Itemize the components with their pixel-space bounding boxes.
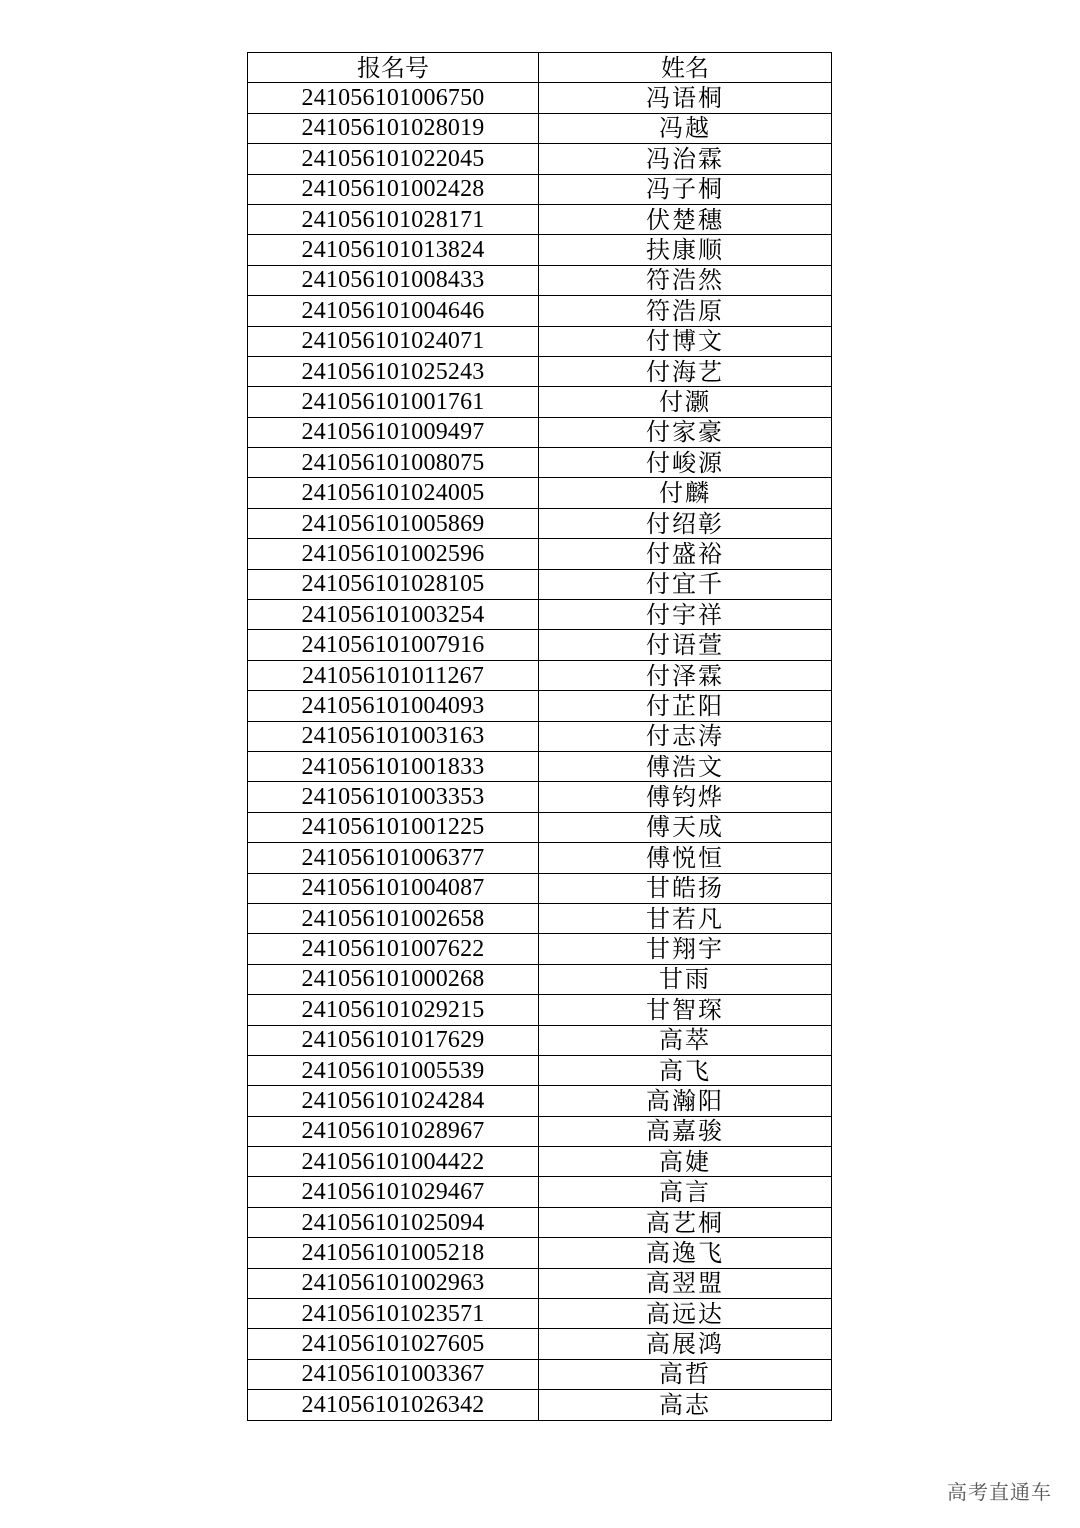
table-row — [248, 812, 832, 842]
registration-number-cell: 241056101001225 — [248, 812, 539, 842]
registration-number-cell: 241056101028171 — [248, 204, 539, 234]
registration-number-cell: 241056101022045 — [248, 144, 539, 174]
table-row — [248, 873, 832, 903]
table-row — [248, 903, 832, 933]
name-cell: 高婕 — [539, 1147, 832, 1177]
table-row — [248, 1238, 832, 1268]
registration-number-cell: 241056101024284 — [248, 1086, 539, 1116]
table-row — [248, 782, 832, 812]
registration-number-cell: 241056101024005 — [248, 478, 539, 508]
roster-table — [247, 52, 832, 1421]
name-cell: 高哲 — [539, 1359, 832, 1389]
name-cell: 高展鸿 — [539, 1329, 832, 1359]
table-row — [248, 356, 832, 386]
name-cell: 付宜千 — [539, 569, 832, 599]
name-cell: 傅悦恒 — [539, 843, 832, 873]
table-row — [248, 539, 832, 569]
registration-number-cell: 241056101029467 — [248, 1177, 539, 1207]
registration-number-cell: 241056101006377 — [248, 843, 539, 873]
table-row — [248, 1086, 832, 1116]
name-cell: 甘若凡 — [539, 903, 832, 933]
table-row — [248, 1207, 832, 1237]
name-cell: 付芷阳 — [539, 691, 832, 721]
table-row — [248, 265, 832, 295]
table-row — [248, 691, 832, 721]
watermark-text: 高考直通车 — [947, 1480, 1052, 1504]
table-row — [248, 204, 832, 234]
name-cell: 符浩然 — [539, 265, 832, 295]
name-cell: 甘皓扬 — [539, 873, 832, 903]
registration-number-cell: 241056101003367 — [248, 1359, 539, 1389]
table-row — [248, 964, 832, 994]
name-cell: 付海艺 — [539, 356, 832, 386]
registration-number-cell: 241056101024071 — [248, 326, 539, 356]
name-cell: 高嘉骏 — [539, 1116, 832, 1146]
table-row — [248, 1359, 832, 1389]
registration-number-cell: 241056101002963 — [248, 1268, 539, 1298]
header-name: 姓名 — [539, 53, 832, 83]
registration-number-cell: 241056101027605 — [248, 1329, 539, 1359]
registration-number-cell: 241056101007622 — [248, 934, 539, 964]
name-cell: 付志涛 — [539, 721, 832, 751]
table-row — [248, 296, 832, 326]
table-row — [248, 1055, 832, 1085]
registration-number-cell: 241056101002428 — [248, 174, 539, 204]
name-cell: 冯治霖 — [539, 144, 832, 174]
registration-number-cell: 241056101004087 — [248, 873, 539, 903]
table-row — [248, 721, 832, 751]
name-cell: 付绍彰 — [539, 508, 832, 538]
table-row — [248, 1268, 832, 1298]
table-row — [248, 660, 832, 690]
name-cell: 甘智琛 — [539, 995, 832, 1025]
registration-number-cell: 241056101026342 — [248, 1390, 539, 1420]
registration-number-cell: 241056101007916 — [248, 630, 539, 660]
registration-number-cell: 241056101003163 — [248, 721, 539, 751]
name-cell: 高艺桐 — [539, 1207, 832, 1237]
registration-number-cell: 241056101025243 — [248, 356, 539, 386]
name-cell: 付泽霖 — [539, 660, 832, 690]
registration-number-cell: 241056101006750 — [248, 83, 539, 113]
registration-number-cell: 241056101009497 — [248, 417, 539, 447]
name-cell: 傅浩文 — [539, 751, 832, 781]
name-cell: 付宇祥 — [539, 600, 832, 630]
table-row — [248, 1025, 832, 1055]
registration-number-cell: 241056101005539 — [248, 1055, 539, 1085]
name-cell: 高远达 — [539, 1299, 832, 1329]
registration-number-cell: 241056101023571 — [248, 1299, 539, 1329]
name-cell: 符浩原 — [539, 296, 832, 326]
registration-number-cell: 241056101028967 — [248, 1116, 539, 1146]
table-row — [248, 387, 832, 417]
table-row — [248, 417, 832, 447]
table-row — [248, 1147, 832, 1177]
name-cell: 付峻源 — [539, 448, 832, 478]
registration-number-cell: 241056101011267 — [248, 660, 539, 690]
header-registration-number: 报名号 — [248, 53, 539, 83]
name-cell: 甘翔宇 — [539, 934, 832, 964]
table-row — [248, 1299, 832, 1329]
name-cell: 甘雨 — [539, 964, 832, 994]
header-row — [248, 53, 832, 83]
name-cell: 高萃 — [539, 1025, 832, 1055]
table-row — [248, 1177, 832, 1207]
table-row — [248, 934, 832, 964]
name-cell: 付博文 — [539, 326, 832, 356]
registration-number-cell: 241056101005218 — [248, 1238, 539, 1268]
table-row — [248, 600, 832, 630]
table-row — [248, 569, 832, 599]
registration-number-cell: 241056101002658 — [248, 903, 539, 933]
registration-number-cell: 241056101028105 — [248, 569, 539, 599]
registration-number-cell: 241056101003353 — [248, 782, 539, 812]
table-row — [248, 174, 832, 204]
registration-number-cell: 241056101008433 — [248, 265, 539, 295]
table-row — [248, 1329, 832, 1359]
registration-number-cell: 241056101008075 — [248, 448, 539, 478]
registration-number-cell: 241056101004093 — [248, 691, 539, 721]
table-row — [248, 83, 832, 113]
roster-table-container — [247, 52, 831, 1421]
table-row — [248, 113, 832, 143]
table-row — [248, 478, 832, 508]
table-row — [248, 448, 832, 478]
table-row — [248, 1390, 832, 1420]
registration-number-cell: 241056101028019 — [248, 113, 539, 143]
registration-number-cell: 241056101001833 — [248, 751, 539, 781]
table-row — [248, 630, 832, 660]
table-row — [248, 508, 832, 538]
name-cell: 高言 — [539, 1177, 832, 1207]
registration-number-cell: 241056101001761 — [248, 387, 539, 417]
table-header — [248, 53, 832, 83]
name-cell: 高志 — [539, 1390, 832, 1420]
name-cell: 扶康顺 — [539, 235, 832, 265]
name-cell: 付麟 — [539, 478, 832, 508]
name-cell: 冯越 — [539, 113, 832, 143]
table-row — [248, 1116, 832, 1146]
name-cell: 付家豪 — [539, 417, 832, 447]
name-cell: 付灏 — [539, 387, 832, 417]
registration-number-cell: 241056101004422 — [248, 1147, 539, 1177]
registration-number-cell: 241056101005869 — [248, 508, 539, 538]
registration-number-cell: 241056101013824 — [248, 235, 539, 265]
name-cell: 高瀚阳 — [539, 1086, 832, 1116]
table-row — [248, 326, 832, 356]
name-cell: 高翌盟 — [539, 1268, 832, 1298]
registration-number-cell: 241056101003254 — [248, 600, 539, 630]
name-cell: 付盛裕 — [539, 539, 832, 569]
table-row — [248, 144, 832, 174]
name-cell: 傅钧烨 — [539, 782, 832, 812]
table-body — [248, 83, 832, 1420]
name-cell: 高逸飞 — [539, 1238, 832, 1268]
registration-number-cell: 241056101025094 — [248, 1207, 539, 1237]
name-cell: 冯语桐 — [539, 83, 832, 113]
table-row — [248, 995, 832, 1025]
registration-number-cell: 241056101002596 — [248, 539, 539, 569]
name-cell: 冯子桐 — [539, 174, 832, 204]
name-cell: 傅天成 — [539, 812, 832, 842]
name-cell: 付语萱 — [539, 630, 832, 660]
table-row — [248, 235, 832, 265]
registration-number-cell: 241056101017629 — [248, 1025, 539, 1055]
name-cell: 伏楚穗 — [539, 204, 832, 234]
table-row — [248, 751, 832, 781]
table-row — [248, 843, 832, 873]
registration-number-cell: 241056101004646 — [248, 296, 539, 326]
registration-number-cell: 241056101000268 — [248, 964, 539, 994]
name-cell: 高飞 — [539, 1055, 832, 1085]
registration-number-cell: 241056101029215 — [248, 995, 539, 1025]
